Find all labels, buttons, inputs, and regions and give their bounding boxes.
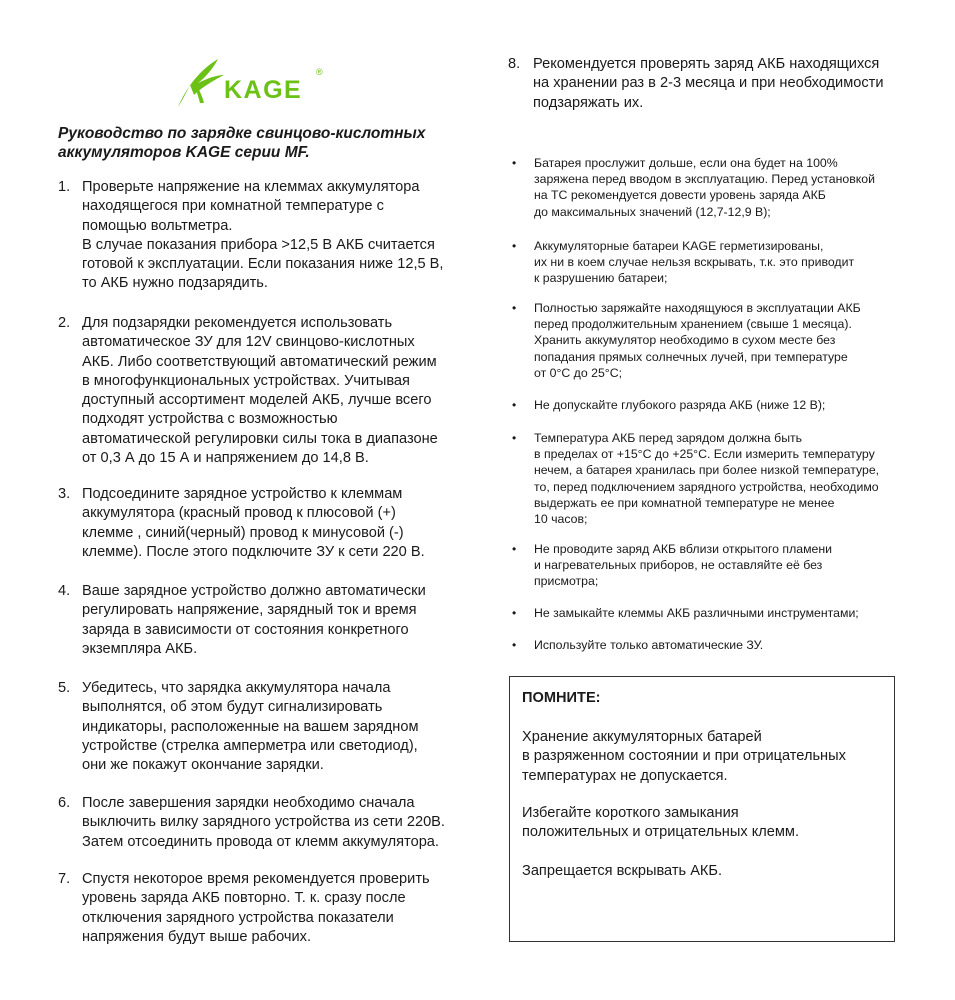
- remember-box: [509, 676, 895, 942]
- step-text: Ваше зарядное устройство должно автоматически регулировать напряжение, зарядный ток и время заряда в зависимости от состояния конкретного экземпляра АКБ.: [82, 583, 426, 657]
- step-text: Спустя некоторое время рекомендуется проверить уровень заряда АКБ повторно. Т. к. сразу после отключения зарядного устройства показатели напряжения будут выше рабочих.: [82, 871, 430, 945]
- recommendation-text: Не допускайте глубокого разряда АКБ (ниже 12 В);: [534, 398, 826, 412]
- remember-title: ПОМНИТЕ:: [522, 690, 601, 706]
- recommendation-text: Температура АКБ перед зарядом должна быть в пределах от +15°С до +25°С. Если измерить температуру нечем, а батарея хранилась при более низкой температуре, то, перед подключением зарядного устройства, необходимо выдержать ее при комнатной температуре не менее 10 часов;: [534, 431, 880, 527]
- step-number: 6.: [58, 795, 71, 811]
- recommendation-text: Не замыкайте клеммы АКБ различными инструментами;: [534, 606, 859, 620]
- step-number: 5.: [58, 680, 71, 696]
- recommendation-text: Не проводите заряд АКБ вблизи открытого пламени и нагревательных приборов, не оставляйте её без присмотра;: [534, 542, 833, 589]
- bullet-icon: •: [512, 638, 517, 652]
- remember-paragraph: Избегайте короткого замыкания положительных и отрицательных клемм.: [522, 805, 799, 841]
- step-number: 2.: [58, 315, 71, 331]
- step-number: 8.: [508, 56, 521, 72]
- recommendation-text: Аккумуляторные батареи KAGE герметизированы, их ни в коем случае нельзя вскрывать, т.к. это приводит к разрушению батареи;: [534, 239, 855, 286]
- recommendation-text: Используйте только автоматические ЗУ.: [534, 638, 764, 652]
- step-number: 7.: [58, 871, 71, 887]
- brand-name: KAGE: [224, 76, 303, 104]
- remember-paragraph: Запрещается вскрывать АКБ.: [522, 863, 723, 879]
- remember-paragraph: Хранение аккумуляторных батарей в разряженном состоянии и при отрицательных температурах не допускается.: [522, 729, 846, 784]
- step-text: Подсоедините зарядное устройство к клеммам аккумулятора (красный провод к плюсовой (+) клемме , синий(черный) провод к минусовой (-) клемме). После этого подключите ЗУ к сети 220 В.: [82, 486, 425, 560]
- step-text: Для подзарядки рекомендуется использовать автоматическое ЗУ для 12V свинцово-кислотных АКБ. Либо соответствующий автоматический режим в многофункциональных устройствах. Учитывая доступный ассортимент моделей АКБ, лучше всего подходят устройства с возможностью автоматической регулировки силы тока в диапазоне от 0,3 А до 15 А и напряжением до 14,8 В.: [82, 315, 438, 467]
- bullet-icon: •: [512, 239, 517, 253]
- kage-logo: [176, 55, 336, 115]
- step-text: После завершения зарядки необходимо сначала выключить вилку зарядного устройства из сети 220В. Затем отсоединить провода от клемм аккумулятора.: [82, 795, 445, 850]
- step-number: 1.: [58, 179, 71, 195]
- recommendation-text: Батарея прослужит дольше, если она будет на 100% заряжена перед вводом в эксплуатацию. Перед установкой на ТС рекомендуется довести уровень заряда АКБ до максимальных значений (12,7-12,9 В);: [534, 156, 875, 219]
- bullet-icon: •: [512, 606, 517, 620]
- bullet-icon: •: [512, 301, 517, 315]
- recommendation-text: Полностью заряжайте находящуюся в эксплуатации АКБ перед продолжительным хранением (свыше 1 месяца). Хранить аккумулятор необходимо в сухом месте без попадания прямых солнечных лучей, при температуре от 0°С до 25°С;: [534, 301, 861, 380]
- step-number: 3.: [58, 486, 71, 502]
- step-number: 4.: [58, 583, 71, 599]
- registered-mark: ®: [316, 67, 323, 77]
- step-text: Рекомендуется проверять заряд АКБ находящихся на хранении раз в 2-3 месяца и при необходимости подзаряжать их.: [533, 56, 884, 111]
- bullet-icon: •: [512, 542, 517, 556]
- document-title: Руководство по зарядке свинцово-кислотных аккумуляторов KAGE серии MF.: [58, 125, 426, 161]
- step-text: Убедитесь, что зарядка аккумулятора начала выполнятся, об этом будут сигнализировать индикаторы, расположенные на вашем зарядном устройстве (стрелка амперметра или светодиод), они же покажут окончание зарядки.: [82, 680, 419, 774]
- bullet-icon: •: [512, 156, 517, 170]
- bullet-icon: •: [512, 431, 517, 445]
- step-text: Проверьте напряжение на клеммах аккумулятора находящегося при комнатной температуре с помощью вольтметра. В случае показания прибора >12,5 В АКБ считается готовой к эксплуатации. Если показания ниже 12,5 В, то АКБ нужно подзарядить.: [82, 179, 444, 292]
- bullet-icon: •: [512, 398, 517, 412]
